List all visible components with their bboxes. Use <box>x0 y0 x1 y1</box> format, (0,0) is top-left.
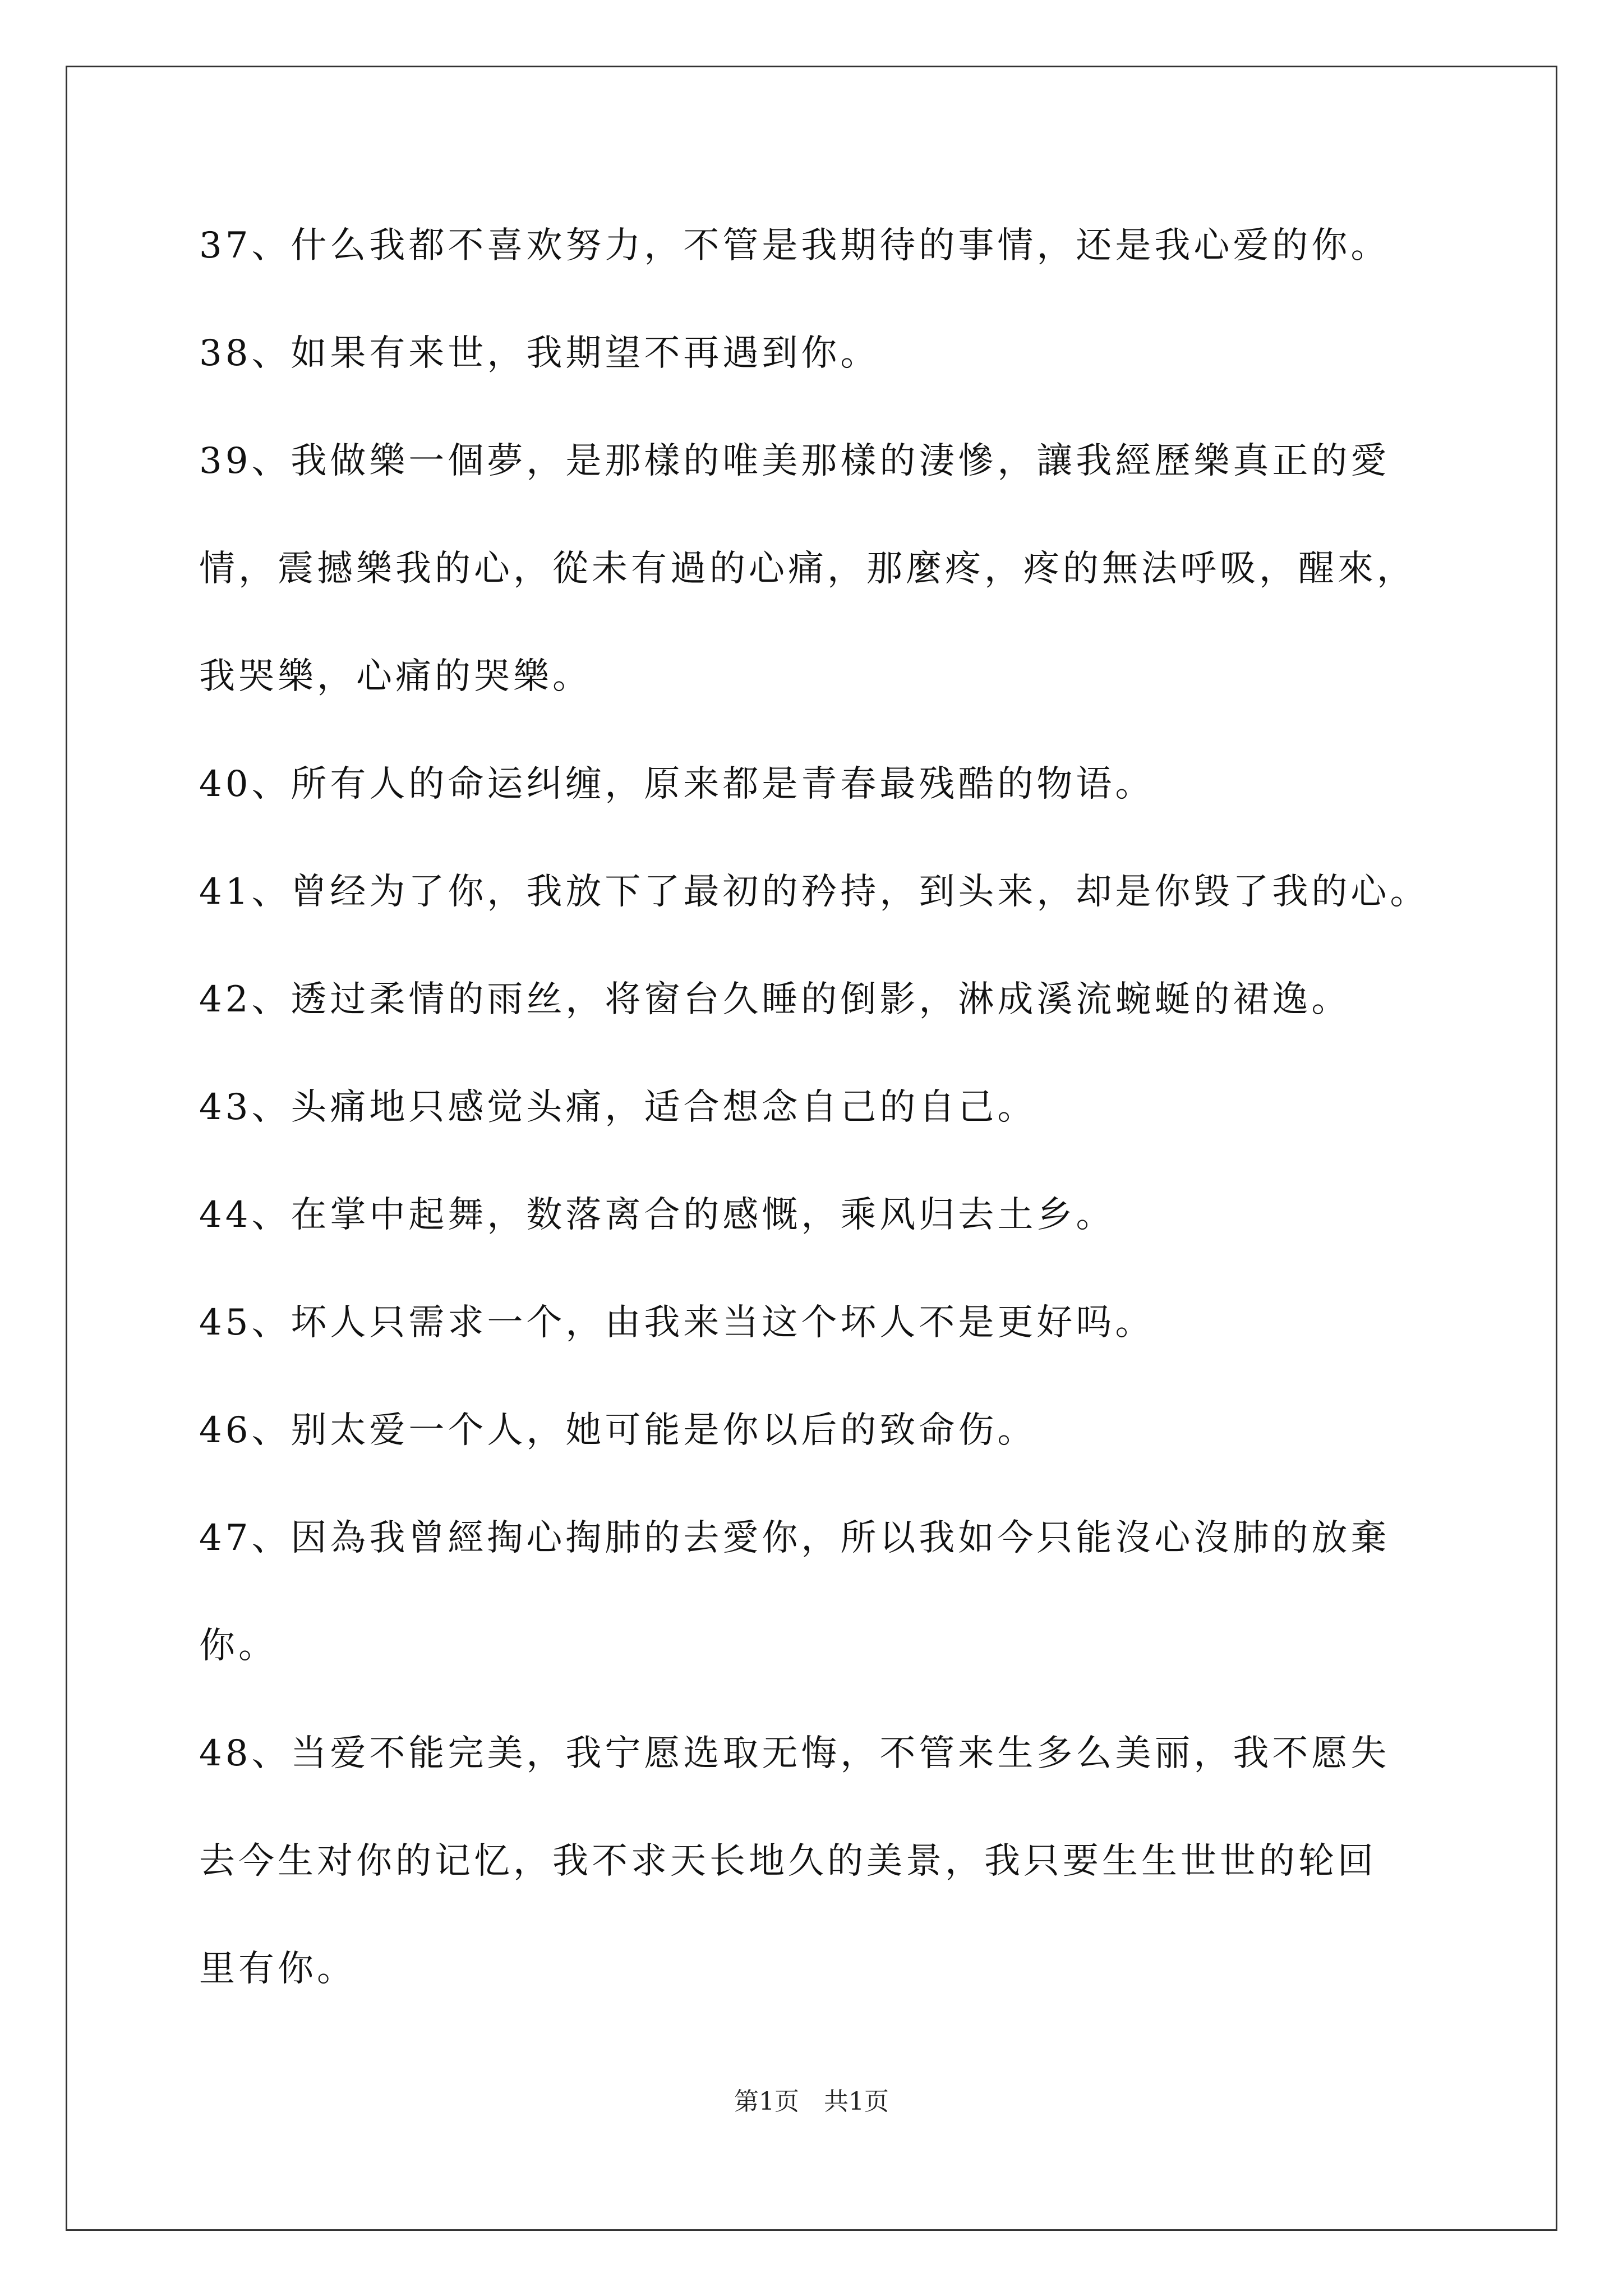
paragraph-48 <box>199 1727 1461 1996</box>
paragraph-line: 44、在掌中起舞，数落离合的感慨，乘风归去土乡。 <box>199 1194 1115 1236</box>
paragraph-line: 41、曾经为了你，我放下了最初的矜持，到头来，却是你毁了我的心。 <box>199 871 1430 913</box>
paragraph-line: 37、什么我都不喜欢努力，不管是我期待的事情，还是我心爱的你。 <box>199 225 1390 266</box>
paragraph-line: 去今生对你的记忆，我不求天长地久的美景，我只要生生世世的轮回 <box>199 1841 1377 1882</box>
page-number: 第1页 共1页 <box>734 2087 889 2116</box>
paragraph-line: 45、坏人只需求一个，由我来当这个坏人不是更好吗。 <box>199 1302 1155 1343</box>
paragraph-line: 43、头痛地只感觉头痛，适合想念自己的自己。 <box>199 1087 1037 1128</box>
paragraph-44 <box>199 1188 1461 1242</box>
paragraph-37 <box>199 219 1461 273</box>
paragraph-line: 47、因為我曾經掏心掏肺的去愛你，所以我如今只能沒心沒肺的放棄 <box>199 1517 1390 1559</box>
paragraph-line: 里有你。 <box>199 1948 356 1990</box>
paragraph-42 <box>199 973 1461 1027</box>
paragraph-39 <box>199 434 1461 703</box>
paragraph-41 <box>199 865 1461 919</box>
paragraph-38 <box>199 326 1461 380</box>
paragraph-line: 情，震撼樂我的心，從未有過的心痛，那麼疼，疼的無法呼吸，醒來， <box>199 548 1416 590</box>
paragraph-line: 42、透过柔情的雨丝，将窗台久睡的倒影，淋成溪流蜿蜒的裙逸。 <box>199 979 1351 1020</box>
paragraph-43 <box>199 1080 1461 1134</box>
paragraph-line: 39、我做樂一個夢，是那樣的唯美那樣的淒慘，讓我經歷樂真正的愛 <box>199 440 1390 482</box>
paragraph-40 <box>199 757 1461 811</box>
paragraph-45 <box>199 1296 1461 1350</box>
paragraph-line: 38、如果有来世，我期望不再遇到你。 <box>199 333 880 374</box>
paragraph-line: 我哭樂，心痛的哭樂。 <box>199 656 592 697</box>
paragraph-line: 48、当爱不能完美，我宁愿选取无悔，不管来生多么美丽，我不愿失 <box>199 1733 1390 1774</box>
document-body <box>199 219 1461 2050</box>
paragraph-line: 46、别太爱一个人，她可能是你以后的致命伤。 <box>199 1410 1037 1451</box>
paragraph-line: 你。 <box>199 1625 278 1667</box>
paragraph-46 <box>199 1404 1461 1457</box>
paragraph-47 <box>199 1511 1461 1673</box>
paragraph-line: 40、所有人的命运纠缠，原来都是青春最残酷的物语。 <box>199 763 1155 805</box>
page-footer <box>0 2081 1623 2117</box>
